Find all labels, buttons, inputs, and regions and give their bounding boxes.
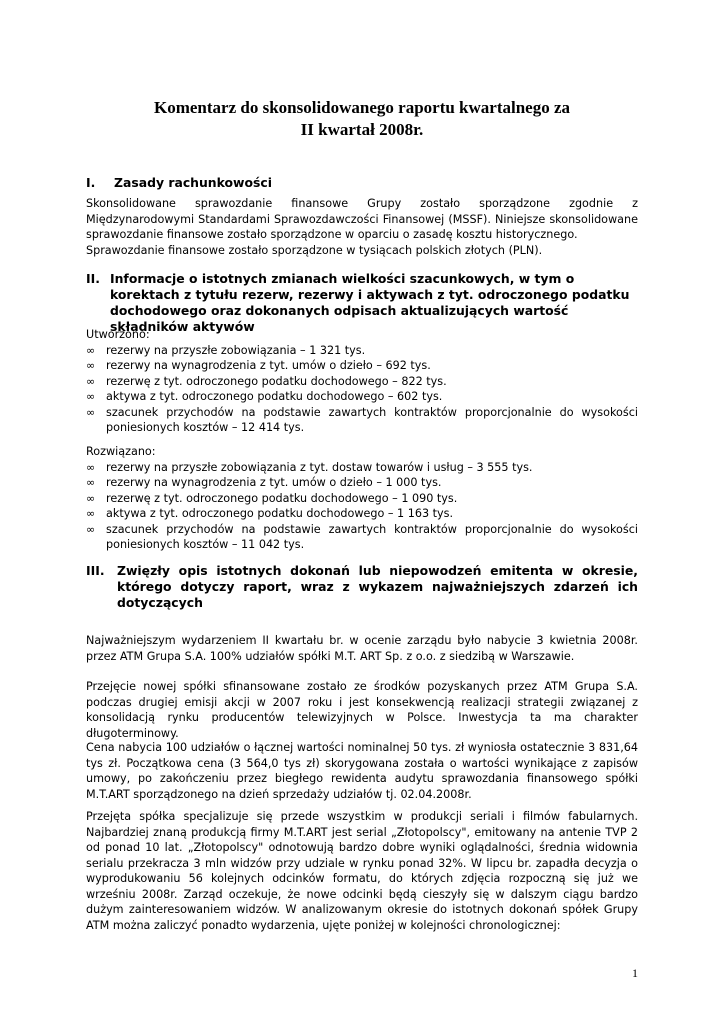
section-1-heading: [86, 175, 638, 191]
released-item-text: rezerwy na wynagrodzenia z tyt. umów o dzieło – 1 000 tys.: [106, 476, 442, 489]
bullet-infinity-icon: ∞: [86, 405, 96, 419]
created-item: [86, 343, 638, 359]
created-item: [86, 358, 638, 374]
section-1-title: Zasady rachunkowości: [114, 175, 272, 190]
section-3-paragraph-4: Przejęta spółka specjalizuje się przede wszystkim w produkcji seriali i filmów fabularnych. Najbardziej znaną produkcją firmy M.T.ART jest serial „Złotopolscy", emitowany na antenie TVP 2 od ponad 10 lat. „Złotopolscy" odnotowują bardzo dobre wyniki oglądalności, średnia widownia serialu przekracza 3 mln widzów przy udziale w rynku ponad 32%. W lipcu br. zapadła decyzja o wyprodukowaniu 56 kolejnych odcinków formatu, do których zdjęcia rozpoczną się już we wrześniu 2008r. Zarząd oczekuje, że nowe odcinki będą cieszyły się w dalszym ciągu bardzo dużym zainteresowaniem widzów. W analizowanym okresie do istotnych dokonań spółek Grupy ATM można zaliczyć ponadto wydarzenia, ujęte poniżej w kolejności chronologicznej:: [86, 810, 638, 932]
section-3-heading: [86, 563, 638, 611]
released-item: [86, 460, 638, 476]
created-item: [86, 405, 638, 436]
created-label: Utworzono:: [86, 328, 150, 341]
section-3-paragraph-3-block: [86, 740, 638, 802]
created-item-text: rezerwę z tyt. odroczonego podatku dochodowego – 822 tys.: [106, 374, 447, 388]
section-3-paragraph-3: Cena nabycia 100 udziałów o łącznej wartości nominalnej 50 tys. zł wyniosła ostatecznie 3 831,64 tys zł. Początkowa cena (3 564,0 tys zł) skorygowana została o wartości wynikające z zapisów umowy, po zakończeniu przez biegłego rewidenta audytu sprawozdania finansowego spółki M.T.ART sporządzonego na dzień sprzedaży udziałów tj. 02.04.2008r.: [86, 741, 638, 801]
created-item-text: aktywa z tyt. odroczonego podatku dochodowego – 602 tys.: [106, 390, 443, 403]
created-item: [86, 374, 638, 390]
section-3-title: Zwięzły opis istotnych dokonań lub niepowodzeń emitenta w okresie, którego dotyczy raport, wraz z wykazem najważniejszych zdarzeń ich dotyczących: [117, 563, 638, 610]
title-line-1: Komentarz do skonsolidowanego raportu kwartalnego za: [153, 98, 571, 117]
section-1-body: [86, 196, 638, 258]
section-1-paragraph-1: Skonsolidowane sprawozdanie finansowe Grupy zostało sporządzone zgodnie z Międzynarodowymi Standardami Sprawozdawczości Finansowej (MSSF). Niniejsze skonsolidowane sprawozdanie finansowe zostało sporządzone w oparciu o zasadę kosztu historycznego.: [86, 197, 638, 241]
released-item-text: rezerwy na przyszłe zobowiązania z tyt. dostaw towarów i usług – 3 555 tys.: [106, 460, 533, 474]
section-3-number: III.: [86, 563, 105, 578]
section-2-number: II.: [86, 271, 100, 286]
section-2-created: [86, 327, 638, 436]
section-1-paragraph-2: Sprawozdanie finansowe zostało sporządzone w tysiącach polskich złotych (PLN).: [86, 243, 543, 257]
released-item-text: szacunek przychodów na podstawie zawartych kontraktów proporcjonalnie do wysokości poniesionych kosztów – 11 042 tys.: [106, 522, 638, 551]
released-item: [86, 475, 638, 491]
document-title: [86, 97, 638, 141]
created-list: [86, 343, 638, 436]
created-item-text: rezerwy na przyszłe zobowiązania – 1 321 tys.: [106, 343, 366, 357]
section-2-released: [86, 444, 638, 553]
bullet-infinity-icon: ∞: [86, 507, 96, 520]
bullet-infinity-icon: ∞: [86, 390, 96, 403]
bullet-infinity-icon: ∞: [86, 374, 96, 388]
section-3-paragraph-1: Najważniejszym wydarzeniem II kwartału br. w ocenie zarządu było nabycie 3 kwietnia 2008r. przez ATM Grupa S.A. 100% udziałów spółki M.T. ART Sp. z o.o. z siedzibą w Warszawie.: [86, 634, 638, 663]
bullet-infinity-icon: ∞: [86, 522, 96, 536]
bullet-infinity-icon: ∞: [86, 491, 96, 505]
released-item-text: rezerwę z tyt. odroczonego podatku dochodowego – 1 090 tys.: [106, 491, 458, 505]
released-list: [86, 460, 638, 553]
bullet-infinity-icon: ∞: [86, 343, 96, 357]
section-3-paragraph-2-block: [86, 679, 638, 741]
released-label: Rozwiązano:: [86, 445, 156, 458]
bullet-infinity-icon: ∞: [86, 476, 96, 489]
created-item-text: rezerwy na wynagrodzenia z tyt. umów o dzieło – 692 tys.: [106, 359, 431, 372]
section-3-paragraph-1-block: [86, 633, 638, 664]
section-1-number: I.: [86, 175, 96, 190]
created-item: [86, 389, 638, 405]
page-number: 1: [632, 966, 638, 980]
section-3-paragraph-4-block: [86, 809, 638, 933]
created-item-text: szacunek przychodów na podstawie zawartych kontraktów proporcjonalnie do wysokości poniesionych kosztów – 12 414 tys.: [106, 405, 638, 434]
released-item: [86, 506, 638, 522]
title-line-2: II kwartał 2008r.: [300, 120, 424, 139]
released-item: [86, 522, 638, 553]
released-item-text: aktywa z tyt. odroczonego podatku dochodowego – 1 163 tys.: [106, 507, 454, 520]
released-item: [86, 491, 638, 507]
section-3-paragraph-2: Przejęcie nowej spółki sfinansowane zostało ze środków pozyskanych przez ATM Grupa S.A. podczas drugiej emisji akcji w 2007 roku i jest konsekwencją realizacji strategii związanej z konsolidacją rynku producentów telewizyjnych w Polsce. Inwestycja ta ma charakter długoterminowy.: [86, 680, 638, 740]
section-2-heading: [86, 271, 638, 335]
bullet-infinity-icon: ∞: [86, 460, 96, 474]
bullet-infinity-icon: ∞: [86, 359, 96, 372]
section-2-title: Informacje o istotnych zmianach wielkości szacunkowych, w tym o korektach z tytułu rezerw, rezerwy i aktywach z tyt. odroczonego podatku dochodowego oraz dokonanych odpisach aktualizujących wartość składników aktywów: [110, 271, 630, 334]
